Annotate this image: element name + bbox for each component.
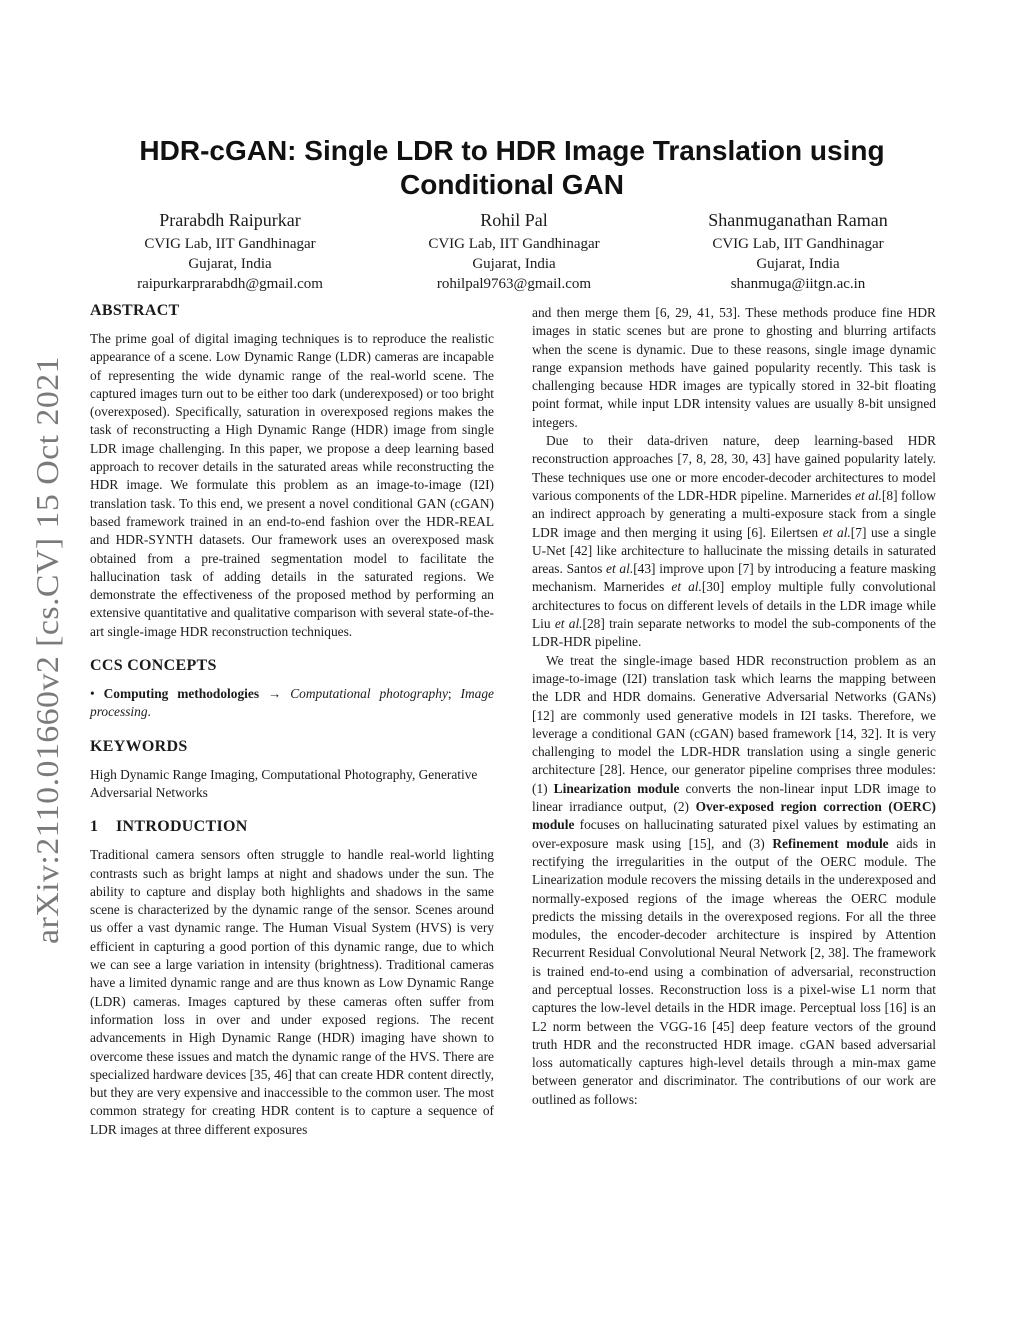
author-name: Rohil Pal: [480, 210, 548, 230]
paper-title: HDR-cGAN: Single LDR to HDR Image Translation using Conditional GAN: [139, 135, 885, 200]
intro-paragraph-3: We treat the single-image based HDR reconstruction problem as an image-to-image (I2I) translation task which learns the mapping between the LDR and HDR domains. Generative Adversarial Networks (GANs) [12] are commonly used generative models in I2I tasks. Therefore, we leverage a conditional GAN (cGAN) based framework [14, 32]. It is very challenging to model the LDR-HDR translation using a single generic architecture [28]. Hence, our generator pipeline comprises three modules: (1) Linearization module converts the non-linear input LDR image to linear irradiance output, (2) Over-exposed region correction (OERC) module focuses on hallucinating saturated pixel values by estimating an over-exposure mask using [15], and (3) Refinement module aids in rectifying the irregularities in the output of the OERC module. The Linearization module recovers the missing details in the underexposed and normally-exposed regions of the image whereas the OERC module predicts the missing details in the overexposed regions. For all the three modules, the encoder-decoder architecture is inspired by Attention Recurrent Residual Convolutional Neural Network [2, 38]. The framework is trained end-to-end using a combination of adversarial, reconstruction and perceptual losses. Reconstruction loss is a pixel-wise L1 norm that captures the low-level details in the HDR image. Perceptual loss [16] is an L2 norm between the VGG-16 [45] deep feature vectors of the ground truth HDR and the reconstructed HDR image. cGAN based adversarial loss automatically captures high-level details through a min-max game between generator and discriminator. The contributions of our work are outlined as follows:: [532, 652, 937, 1107]
right-column: [532, 304, 936, 1109]
author-email: raipurkarprarabdh@gmail.com: [137, 276, 323, 292]
keywords-text: High Dynamic Range Imaging, Computational Photography, Generative Adversarial Networks: [90, 766, 478, 800]
abstract-text: The prime goal of digital imaging techniques is to reproduce the realistic appearance of a scene. Low Dynamic Range (LDR) cameras are incapable of representing the wide dynamic range of the real-world scene. The captured images turn out to be either too dark (underexposed) or too bright (overexposed). Specifically, saturation in overexposed regions makes the task of reconstructing a High Dynamic Range (HDR) image from single LDR image challenging. In this paper, we propose a deep learning based approach to recover details in the saturated areas while reconstructing the HDR image. We formulate this problem as an image-to-image (I2I) translation task. To this end, we present a novel conditional GAN (cGAN) based framework trained in an end-to-end fashion over the HDR-REAL and HDR-SYNTH datasets. Our framework uses an overexposed mask obtained from a pre-trained segmentation model to facilitate the hallucination task of adding details in the saturated regions. We demonstrate the effectiveness of the proposed method by performing an extensive quantitative and qualitative comparison with several state-of-the-art single-image HDR reconstruction techniques.: [90, 331, 494, 639]
left-column: [90, 302, 494, 1139]
author-location: Gujarat, India: [472, 256, 556, 272]
arxiv-identifier: [18, 350, 70, 950]
ccs-heading: CCS CONCEPTS: [90, 657, 217, 675]
author-location: Gujarat, India: [756, 256, 840, 272]
keywords-heading: KEYWORDS: [90, 737, 188, 755]
author-1: [90, 208, 370, 294]
abstract-heading: ABSTRACT: [90, 302, 180, 319]
author-email: shanmuga@iitgn.ac.in: [730, 276, 866, 292]
author-name: Prarabdh Raipurkar: [159, 210, 301, 230]
intro-paragraph-1: Traditional camera sensors often struggle to handle real-world lighting contrasts such as bright lamps at night and shadows under the sun. The ability to capture and display both highlights and shadows in the same scene is characterized by the dynamic range of the sensor. Scenes around us offer a vast dynamic range. The Human Visual System (HVS) is very efficient in capturing a good portion of this dynamic range, due to which we can see a large variation in intensity (brightness). Traditional cameras have a limited dynamic range and are thus known as Low Dynamic Range (LDR) cameras. Images captured by these cameras often suffer from information loss in over and under exposed regions. The recent advancements in High Dynamic Range (HDR) imaging have shown to overcome these issues and match the dynamic range of the HVS. There are specialized hardware devices [35, 46] that can create HDR content directly, but they are very expensive and inaccessible to the common user. The most common strategy for creating HDR content is to capture a sequence of LDR images at three different exposures: [90, 847, 494, 1137]
author-affiliation: CVIG Lab, IIT Gandhinagar: [144, 236, 316, 252]
author-block: [90, 208, 938, 294]
author-name: Shanmuganathan Raman: [708, 210, 888, 230]
author-email: rohilpal9763@gmail.com: [436, 276, 592, 292]
author-location: Gujarat, India: [188, 256, 272, 272]
intro-heading: 1 INTRODUCTION: [90, 818, 248, 836]
author-2: [374, 208, 654, 294]
intro-paragraph-1-continued: and then merge them [6, 29, 41, 53]. These methods produce fine HDR images in static scenes but are prone to ghosting and blurring artifacts when the scene is dynamic. Due to these reasons, single image dynamic range expansion methods have gained popularity recently. This task is challenging because HDR images are typically stored in 32-bit floating point format, while input LDR intensity values are usually 8-bit unsigned integers.: [532, 305, 936, 430]
author-affiliation: CVIG Lab, IIT Gandhinagar: [428, 236, 600, 252]
author-3: [658, 208, 938, 294]
arxiv-identifier-text: arXiv:2110.01660v2 [cs.CV] 15 Oct 2021: [29, 389, 65, 944]
intro-paragraph-2: Due to their data-driven nature, deep learning-based HDR reconstruction approaches [7, 8, 28, 30, 43] have gained popularity lately. These techniques use one or more encoder-decoder architectures to model various components of the LDR-HDR pipeline. Marnerides et al.[8] follow an indirect approach by generating a multi-exposure stack from a single LDR image and then merging it using [6]. Eilertsen et al.[7] use a single U-Net [42] like architecture to hallucinate the missing details in saturated areas. Santos et al.[43] improve upon [7] by introducing a feature masking mechanism. Marnerides et al.[30] employ multiple fully convolutional architectures to focus on different levels of details in the LDR image while Liu et al.[28] train separate networks to model the sub-components of the LDR-HDR pipeline.: [532, 433, 937, 650]
author-affiliation: CVIG Lab, IIT Gandhinagar: [712, 236, 884, 252]
ccs-text: • Computing methodologies → Computational photography; Image processing.: [90, 686, 494, 720]
